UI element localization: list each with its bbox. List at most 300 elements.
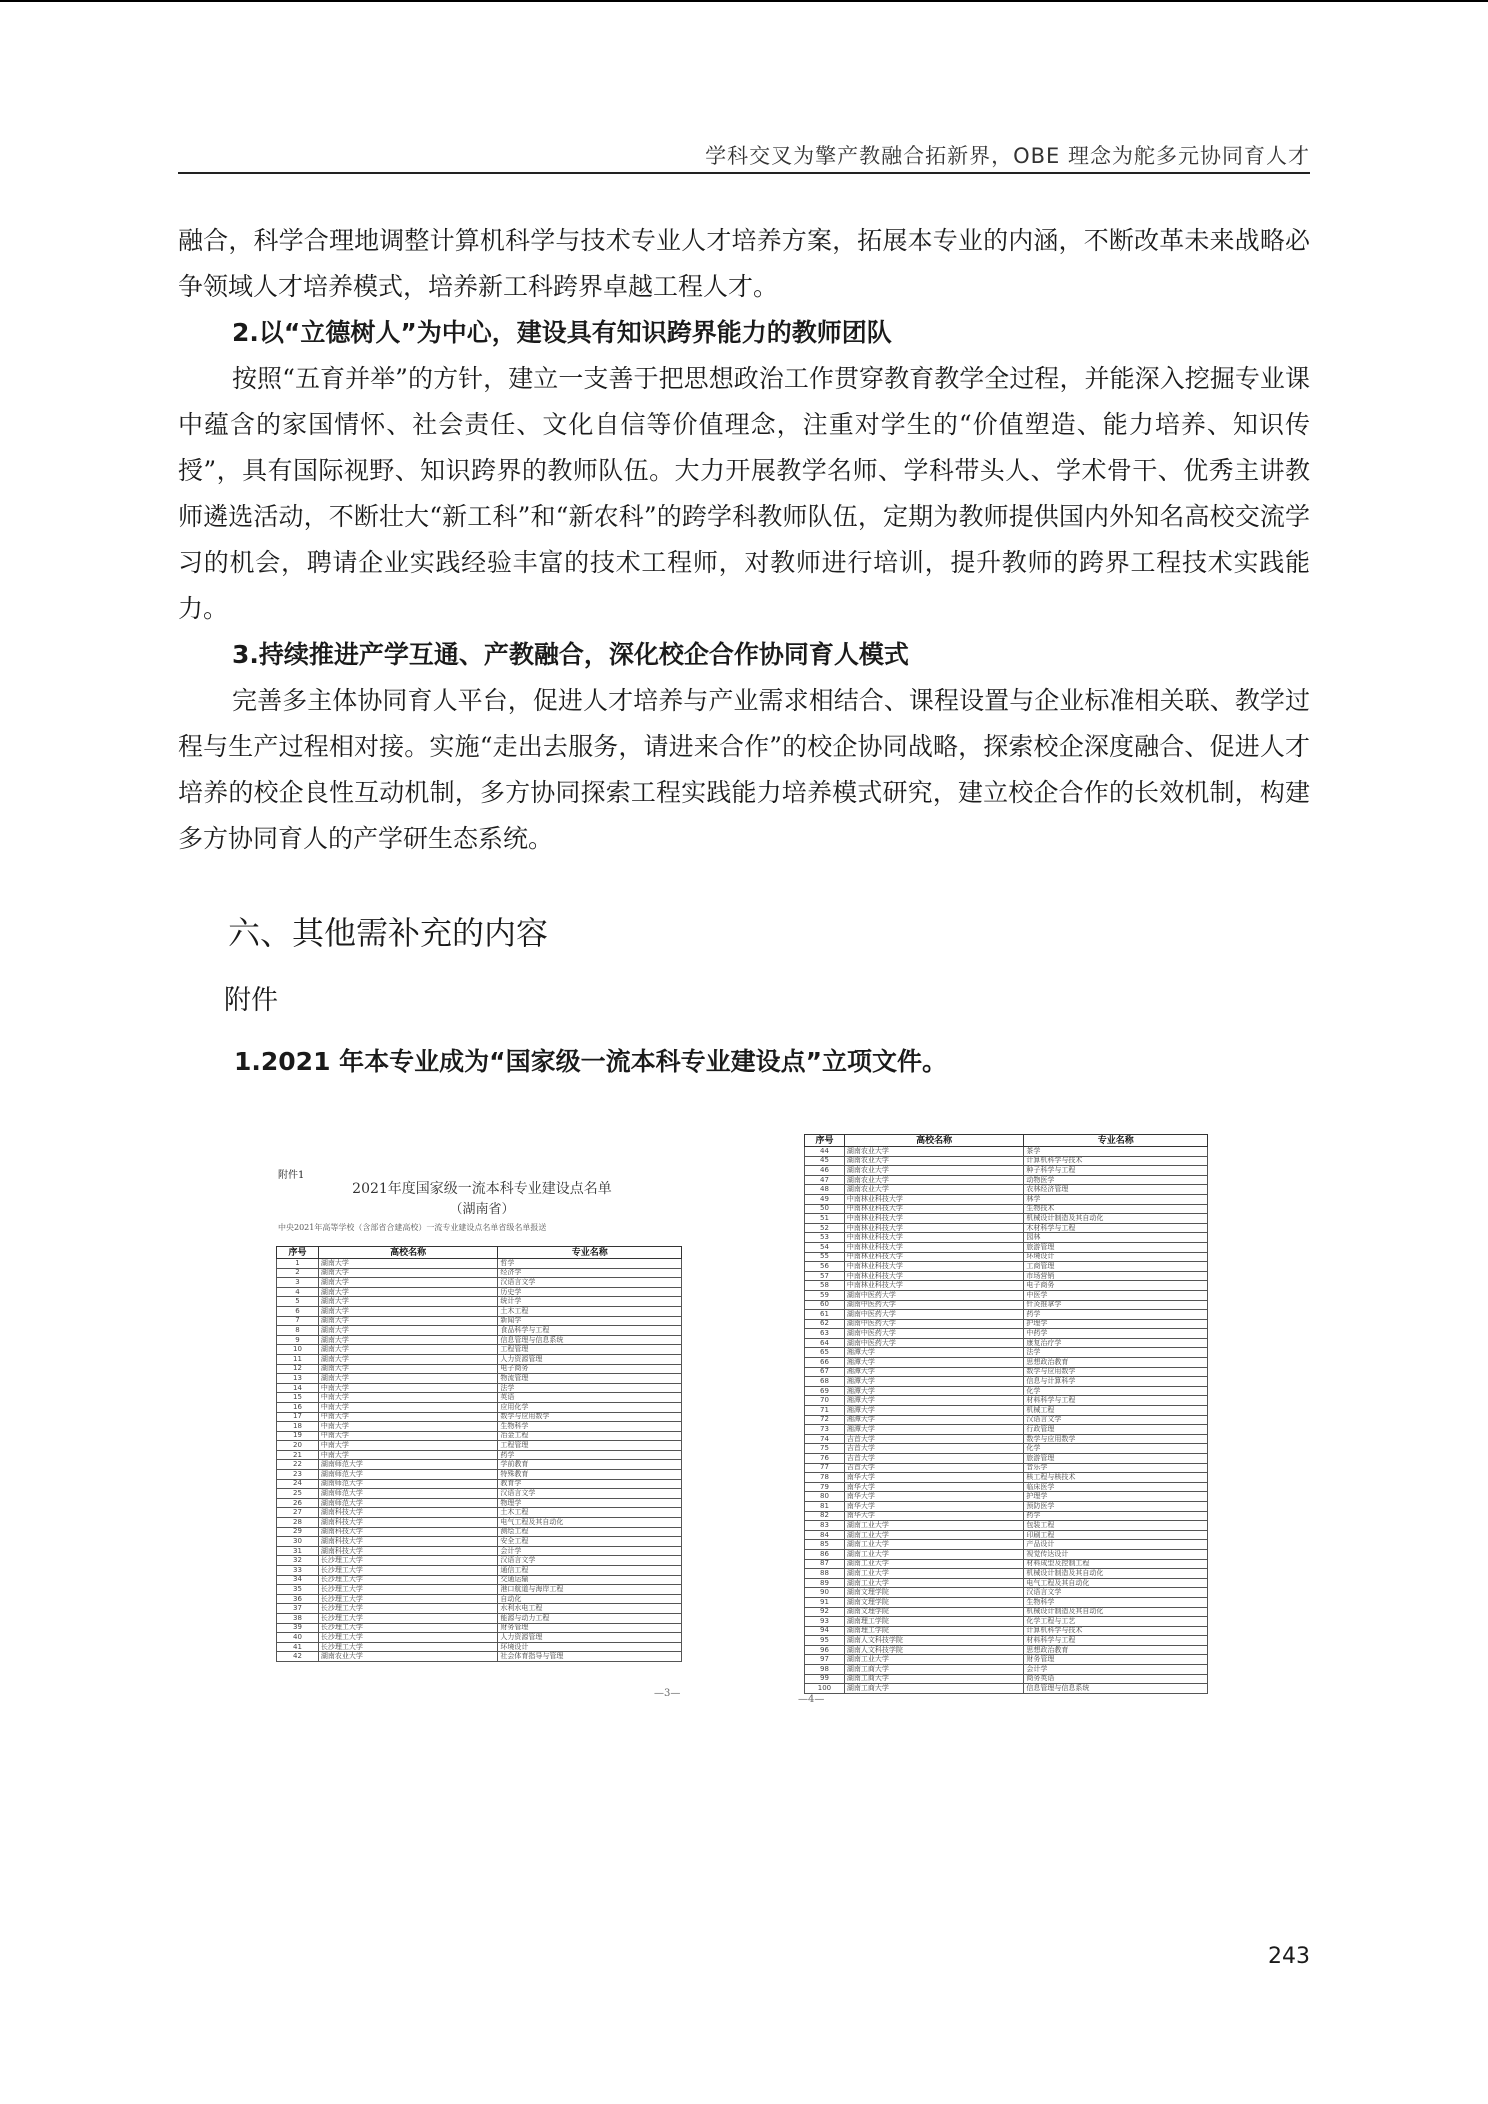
school-name: 湖南理工学院: [844, 1617, 1024, 1627]
row-number: 68: [805, 1377, 845, 1387]
table-row: [805, 1415, 1208, 1425]
table-row: [805, 1521, 1208, 1531]
table-row: [805, 1492, 1208, 1502]
school-name: 吉首大学: [844, 1434, 1024, 1444]
school-name: 湖南大学: [318, 1326, 498, 1336]
row-number: 45: [805, 1156, 845, 1166]
school-name: 长沙理工大学: [318, 1575, 498, 1585]
major-name: 数学与应用数学: [1024, 1434, 1208, 1444]
table-row: [805, 1329, 1208, 1339]
major-name: 自动化: [498, 1594, 682, 1604]
school-name: 湖南大学: [318, 1345, 498, 1355]
school-name: 湖南大学: [318, 1354, 498, 1364]
row-number: 33: [277, 1566, 319, 1576]
table-row: [277, 1623, 682, 1633]
school-name: 湘潭大学: [844, 1348, 1024, 1358]
table-row: [277, 1316, 682, 1326]
row-number: 32: [277, 1556, 319, 1566]
row-number: 52: [805, 1223, 845, 1233]
school-name: 中南林业科技大学: [844, 1214, 1024, 1224]
major-name: 信息管理与信息系统: [498, 1335, 682, 1345]
table-row: [805, 1319, 1208, 1329]
scanned-document-left: [276, 1156, 688, 1699]
table-row: [805, 1597, 1208, 1607]
row-number: 75: [805, 1444, 845, 1454]
table-row: [805, 1530, 1208, 1540]
table-row: [277, 1345, 682, 1355]
row-number: 30: [277, 1537, 319, 1547]
major-name: 生物技术: [1024, 1204, 1208, 1214]
major-name: 行政管理: [1024, 1425, 1208, 1435]
school-name: 湖南文理学院: [844, 1588, 1024, 1598]
school-name: 湖南人文科技学院: [844, 1645, 1024, 1655]
school-name: 湖南中医药大学: [844, 1300, 1024, 1310]
row-number: 44: [805, 1147, 845, 1157]
major-name: 应用化学: [498, 1402, 682, 1412]
table-header: 序号: [277, 1247, 319, 1259]
table-row: [805, 1185, 1208, 1195]
table-row: [277, 1306, 682, 1316]
table-row: [805, 1252, 1208, 1262]
major-name: 化学: [1024, 1444, 1208, 1454]
major-name: 核工程与核技术: [1024, 1473, 1208, 1483]
school-name: 吉首大学: [844, 1454, 1024, 1464]
school-name: 湖南大学: [318, 1335, 498, 1345]
table-row: [805, 1175, 1208, 1185]
school-name: 湖南大学: [318, 1306, 498, 1316]
school-name: 湖南大学: [318, 1268, 498, 1278]
table-row: [277, 1297, 682, 1307]
row-number: 61: [805, 1310, 845, 1320]
row-number: 48: [805, 1185, 845, 1195]
row-number: 74: [805, 1434, 845, 1444]
major-name: 生物科学: [498, 1422, 682, 1432]
table-row: [277, 1613, 682, 1623]
school-name: 湖南大学: [318, 1297, 498, 1307]
row-number: 12: [277, 1364, 319, 1374]
row-number: 96: [805, 1645, 845, 1655]
major-name: 机械设计制造及其自动化: [1024, 1569, 1208, 1579]
school-name: 中南林业科技大学: [844, 1194, 1024, 1204]
school-name: 中南林业科技大学: [844, 1204, 1024, 1214]
major-name: 护理学: [1024, 1492, 1208, 1502]
school-name: 湖南农业大学: [844, 1156, 1024, 1166]
row-number: 79: [805, 1482, 845, 1492]
row-number: 100: [805, 1684, 845, 1694]
major-name: 计算机科学与技术: [1024, 1626, 1208, 1636]
row-number: 35: [277, 1585, 319, 1595]
school-name: 湖南工商大学: [844, 1665, 1024, 1675]
school-name: 南华大学: [844, 1482, 1024, 1492]
school-name: 湘潭大学: [844, 1406, 1024, 1416]
major-name: 旅游管理: [1024, 1242, 1208, 1252]
table-row: [277, 1364, 682, 1374]
major-name: 会计学: [1024, 1665, 1208, 1675]
table-row: [805, 1147, 1208, 1157]
table-row: [277, 1431, 682, 1441]
major-name: 哲学: [498, 1259, 682, 1269]
body-paragraph: 融合，科学合理地调整计算机科学与技术专业人才培养方案，拓展本专业的内涵，不断改革未来战略必争领域人才培养模式，培养新工科跨界卓越工程人才。: [178, 226, 1310, 301]
major-name: 工程管理: [498, 1441, 682, 1451]
major-name: 机械工程: [1024, 1406, 1208, 1416]
row-number: 59: [805, 1290, 845, 1300]
school-name: 中南林业科技大学: [844, 1262, 1024, 1272]
row-number: 86: [805, 1549, 845, 1559]
row-number: 21: [277, 1450, 319, 1460]
school-name: 长沙理工大学: [318, 1566, 498, 1576]
table-row: [805, 1166, 1208, 1176]
table-row: [805, 1559, 1208, 1569]
table-row: [277, 1508, 682, 1518]
school-name: 湖南师范大学: [318, 1498, 498, 1508]
school-name: 湘潭大学: [844, 1377, 1024, 1387]
row-number: 72: [805, 1415, 845, 1425]
major-name: 汉语言文学: [498, 1489, 682, 1499]
major-name: 信息管理与信息系统: [1024, 1684, 1208, 1694]
major-name: 商务英语: [1024, 1674, 1208, 1684]
major-name: 预防医学: [1024, 1501, 1208, 1511]
school-name: 中南林业科技大学: [844, 1242, 1024, 1252]
school-name: 湖南大学: [318, 1259, 498, 1269]
major-name: 物流管理: [498, 1374, 682, 1384]
body-paragraph: 按照“五育并举”的方针，建立一支善于把思想政治工作贯穿教育教学全过程，并能深入挖掘专业课中蕴含的家国情怀、社会责任、文化自信等价值理念，注重对学生的“价值塑造、能力培养、知识传授”，具有国际视野、知识跨界的教师队伍。大力开展教学名师、学科带头人、学术骨干、优秀主讲教师遴选活动，不断壮大“新工科”和“新农科”的跨学科教师队伍，定期为教师提供国内外知名高校交流学习的机会，聘请企业实践经验丰富的技术工程师，对教师进行培训，提升教师的跨界工程技术实践能力。: [178, 364, 1310, 623]
subsection-heading: 3.持续推进产学互通、产教融合，深化校企合作协同育人模式: [232, 640, 909, 669]
table-row: [805, 1636, 1208, 1646]
row-number: 99: [805, 1674, 845, 1684]
row-number: 93: [805, 1617, 845, 1627]
table-row: [277, 1278, 682, 1288]
major-name: 思想政治教育: [1024, 1358, 1208, 1368]
attachment-item: 1.2021 年本专业成为“国家级一流本科专业建设点”立项文件。: [234, 1047, 948, 1076]
school-name: 湖南农业大学: [844, 1166, 1024, 1176]
school-name: 湖南工商大学: [844, 1674, 1024, 1684]
table-row: [805, 1262, 1208, 1272]
row-number: 95: [805, 1636, 845, 1646]
section-title: 六、其他需补充的内容: [228, 914, 549, 952]
major-name: 法学: [498, 1383, 682, 1393]
row-number: 10: [277, 1345, 319, 1355]
major-name: 物理学: [498, 1498, 682, 1508]
row-number: 13: [277, 1374, 319, 1384]
school-name: 湖南师范大学: [318, 1470, 498, 1480]
row-number: 2: [277, 1268, 319, 1278]
row-number: 37: [277, 1604, 319, 1614]
school-name: 湘潭大学: [844, 1396, 1024, 1406]
school-name: 湖南大学: [318, 1316, 498, 1326]
school-name: 湖南大学: [318, 1278, 498, 1288]
table-row: [277, 1374, 682, 1384]
row-number: 23: [277, 1470, 319, 1480]
major-name: 计算机科学与技术: [1024, 1156, 1208, 1166]
table-row: [277, 1575, 682, 1585]
row-number: 46: [805, 1166, 845, 1176]
row-number: 90: [805, 1588, 845, 1598]
row-number: 39: [277, 1623, 319, 1633]
major-name: 机械设计制造及其自动化: [1024, 1214, 1208, 1224]
school-name: 湖南理工学院: [844, 1626, 1024, 1636]
school-name: 湖南师范大学: [318, 1489, 498, 1499]
table-row: [277, 1604, 682, 1614]
row-number: 91: [805, 1597, 845, 1607]
major-name: 人力资源管理: [498, 1354, 682, 1364]
table-header: 序号: [805, 1135, 845, 1147]
table-row: [805, 1463, 1208, 1473]
major-name: 临床医学: [1024, 1482, 1208, 1492]
major-name: 水利水电工程: [498, 1604, 682, 1614]
table-row: [805, 1281, 1208, 1291]
major-name: 土木工程: [498, 1306, 682, 1316]
major-name: 动物医学: [1024, 1175, 1208, 1185]
school-name: 湖南大学: [318, 1374, 498, 1384]
table-row: [805, 1271, 1208, 1281]
table-row: [805, 1156, 1208, 1166]
major-name: 中药学: [1024, 1329, 1208, 1339]
school-name: 长沙理工大学: [318, 1613, 498, 1623]
table-row: [277, 1450, 682, 1460]
table-row: [805, 1396, 1208, 1406]
table-row: [805, 1233, 1208, 1243]
major-name: 工程管理: [498, 1345, 682, 1355]
row-number: 49: [805, 1194, 845, 1204]
school-name: 中南林业科技大学: [844, 1252, 1024, 1262]
table-row: [277, 1268, 682, 1278]
major-name: 能源与动力工程: [498, 1613, 682, 1623]
table-row: [805, 1674, 1208, 1684]
major-name: 市场营销: [1024, 1271, 1208, 1281]
school-name: 中南大学: [318, 1412, 498, 1422]
major-name: 汉语言文学: [498, 1556, 682, 1566]
table-row: [805, 1242, 1208, 1252]
major-name: 药学: [1024, 1511, 1208, 1521]
row-number: 66: [805, 1358, 845, 1368]
major-name: 英语: [498, 1393, 682, 1403]
major-name: 环境设计: [498, 1642, 682, 1652]
school-name: 湖南中医药大学: [844, 1290, 1024, 1300]
row-number: 54: [805, 1242, 845, 1252]
row-number: 26: [277, 1498, 319, 1508]
major-name: 环境设计: [1024, 1252, 1208, 1262]
table-row: [277, 1335, 682, 1345]
major-name: 汉语言文学: [498, 1278, 682, 1288]
table-row: [277, 1259, 682, 1269]
school-name: 中南大学: [318, 1441, 498, 1451]
table-row: [277, 1527, 682, 1537]
major-name: 机械设计制造及其自动化: [1024, 1607, 1208, 1617]
major-name: 电子商务: [498, 1364, 682, 1374]
table-row: [805, 1540, 1208, 1550]
body-paragraph: 完善多主体协同育人平台，促进人才培养与产业需求相结合、课程设置与企业标准相关联、教学过程与生产过程相对接。实施“走出去服务，请进来合作”的校企协同战略，探索校企深度融合、促进人才培养的校企良性互动机制，多方协同探索工程实践能力培养模式研究，建立校企合作的长效机制，构建多方协同育人的产学研生态系统。: [178, 686, 1310, 853]
row-number: 53: [805, 1233, 845, 1243]
table-row: [805, 1626, 1208, 1636]
school-name: 湖南工业大学: [844, 1578, 1024, 1588]
scan-page-footer: —4—: [798, 1694, 825, 1705]
table-header: 专业名称: [1024, 1135, 1208, 1147]
school-name: 湖南科技大学: [318, 1537, 498, 1547]
row-number: 60: [805, 1300, 845, 1310]
school-name: 湖南师范大学: [318, 1460, 498, 1470]
school-name: 湖南工商大学: [844, 1684, 1024, 1694]
school-name: 湖南科技大学: [318, 1518, 498, 1528]
major-name: 统计学: [498, 1297, 682, 1307]
school-name: 中南大学: [318, 1402, 498, 1412]
row-number: 69: [805, 1386, 845, 1396]
row-number: 15: [277, 1393, 319, 1403]
school-name: 长沙理工大学: [318, 1604, 498, 1614]
scan-title: 2021年度国家级一流本科专业建设点名单: [352, 1181, 612, 1197]
table-row: [805, 1300, 1208, 1310]
top-border: [0, 0, 1488, 2]
major-name: 林学: [1024, 1194, 1208, 1204]
row-number: 82: [805, 1511, 845, 1521]
row-number: 94: [805, 1626, 845, 1636]
table-row: [277, 1287, 682, 1297]
attachment-label: 附件: [224, 985, 278, 1016]
major-name: 材料科学与工程: [1024, 1396, 1208, 1406]
row-number: 16: [277, 1402, 319, 1412]
row-number: 70: [805, 1396, 845, 1406]
school-name: 湖南工业大学: [844, 1530, 1024, 1540]
scan-subtitle: （湖南省）: [449, 1202, 515, 1217]
major-name: 电子商务: [1024, 1281, 1208, 1291]
school-name: 中南大学: [318, 1431, 498, 1441]
school-name: 中南林业科技大学: [844, 1271, 1024, 1281]
table-row: [805, 1204, 1208, 1214]
school-name: 湖南农业大学: [318, 1652, 498, 1662]
major-name: 音乐学: [1024, 1463, 1208, 1473]
row-number: 36: [277, 1594, 319, 1604]
table-row: [277, 1354, 682, 1364]
table-row: [805, 1482, 1208, 1492]
table-row: [805, 1214, 1208, 1224]
school-name: 长沙理工大学: [318, 1594, 498, 1604]
row-number: 8: [277, 1326, 319, 1336]
row-number: 64: [805, 1338, 845, 1348]
school-name: 长沙理工大学: [318, 1623, 498, 1633]
row-number: 24: [277, 1479, 319, 1489]
row-number: 34: [277, 1575, 319, 1585]
major-name: 化学工程与工艺: [1024, 1617, 1208, 1627]
table-row: [277, 1422, 682, 1432]
subsection-heading: 2.以“立德树人”为中心，建设具有知识跨界能力的教师团队: [232, 318, 892, 347]
table-row: [277, 1633, 682, 1643]
school-name: 湖南中医药大学: [844, 1329, 1024, 1339]
table-row: [277, 1441, 682, 1451]
table-row: [805, 1310, 1208, 1320]
row-number: 89: [805, 1578, 845, 1588]
school-name: 湖南工业大学: [844, 1549, 1024, 1559]
major-name: 药学: [1024, 1310, 1208, 1320]
major-name: 材料科学与工程: [1024, 1636, 1208, 1646]
table-row: [805, 1549, 1208, 1559]
row-number: 50: [805, 1204, 845, 1214]
major-name: 特殊教育: [498, 1470, 682, 1480]
table-row: [805, 1434, 1208, 1444]
major-name: 视觉传达设计: [1024, 1549, 1208, 1559]
row-number: 20: [277, 1441, 319, 1451]
major-name: 经济学: [498, 1268, 682, 1278]
table-row: [805, 1588, 1208, 1598]
row-number: 78: [805, 1473, 845, 1483]
scan-table-left: [276, 1246, 682, 1662]
school-name: 南华大学: [844, 1492, 1024, 1502]
table-row: [805, 1454, 1208, 1464]
major-name: 财务管理: [1024, 1655, 1208, 1665]
school-name: 中南林业科技大学: [844, 1233, 1024, 1243]
header-rule: [178, 172, 1310, 174]
row-number: 88: [805, 1569, 845, 1579]
table-row: [277, 1326, 682, 1336]
major-name: 工商管理: [1024, 1262, 1208, 1272]
table-row: [805, 1617, 1208, 1627]
row-number: 7: [277, 1316, 319, 1326]
major-name: 旅游管理: [1024, 1454, 1208, 1464]
table-row: [277, 1594, 682, 1604]
table-header: 专业名称: [498, 1247, 682, 1259]
major-name: 汉语言文学: [1024, 1588, 1208, 1598]
major-name: 冶金工程: [498, 1431, 682, 1441]
major-name: 针灸推拿学: [1024, 1300, 1208, 1310]
scan-table-right: [804, 1134, 1208, 1694]
running-head: 学科交叉为擎产教融合拓新界，OBE 理念为舵多元协同育人才: [705, 144, 1310, 168]
table-row: [277, 1393, 682, 1403]
table-row: [805, 1386, 1208, 1396]
table-row: [277, 1470, 682, 1480]
school-name: 南华大学: [844, 1501, 1024, 1511]
major-name: 社会体育指导与管理: [498, 1652, 682, 1662]
school-name: 长沙理工大学: [318, 1556, 498, 1566]
major-name: 历史学: [498, 1287, 682, 1297]
school-name: 湖南科技大学: [318, 1546, 498, 1556]
scan-page-footer: —3—: [654, 1688, 681, 1699]
scanned-document-right: [798, 1132, 1212, 1705]
school-name: 长沙理工大学: [318, 1642, 498, 1652]
body-text: [178, 218, 1310, 862]
major-name: 土木工程: [498, 1508, 682, 1518]
school-name: 湖南中医药大学: [844, 1310, 1024, 1320]
table-header: 高校名称: [318, 1247, 498, 1259]
school-name: 湘潭大学: [844, 1415, 1024, 1425]
table-row: [805, 1223, 1208, 1233]
major-name: 数学与应用数学: [1024, 1367, 1208, 1377]
table-header: 高校名称: [844, 1135, 1024, 1147]
row-number: 92: [805, 1607, 845, 1617]
school-name: 长沙理工大学: [318, 1585, 498, 1595]
major-name: 园林: [1024, 1233, 1208, 1243]
school-name: 湖南农业大学: [844, 1175, 1024, 1185]
major-name: 信息与计算科学: [1024, 1377, 1208, 1387]
row-number: 81: [805, 1501, 845, 1511]
school-name: 南华大学: [844, 1473, 1024, 1483]
school-name: 湖南农业大学: [844, 1147, 1024, 1157]
school-name: 湖南大学: [318, 1364, 498, 1374]
table-row: [805, 1645, 1208, 1655]
school-name: 中南林业科技大学: [844, 1223, 1024, 1233]
major-name: 通信工程: [498, 1566, 682, 1576]
school-name: 湘潭大学: [844, 1386, 1024, 1396]
row-number: 51: [805, 1214, 845, 1224]
table-row: [277, 1652, 682, 1662]
major-name: 安全工程: [498, 1537, 682, 1547]
row-number: 42: [277, 1652, 319, 1662]
major-name: 交通运输: [498, 1575, 682, 1585]
table-row: [277, 1518, 682, 1528]
page-number: 243: [1268, 1944, 1310, 1969]
row-number: 17: [277, 1412, 319, 1422]
row-number: 22: [277, 1460, 319, 1470]
table-row: [805, 1607, 1208, 1617]
school-name: 吉首大学: [844, 1463, 1024, 1473]
row-number: 97: [805, 1655, 845, 1665]
